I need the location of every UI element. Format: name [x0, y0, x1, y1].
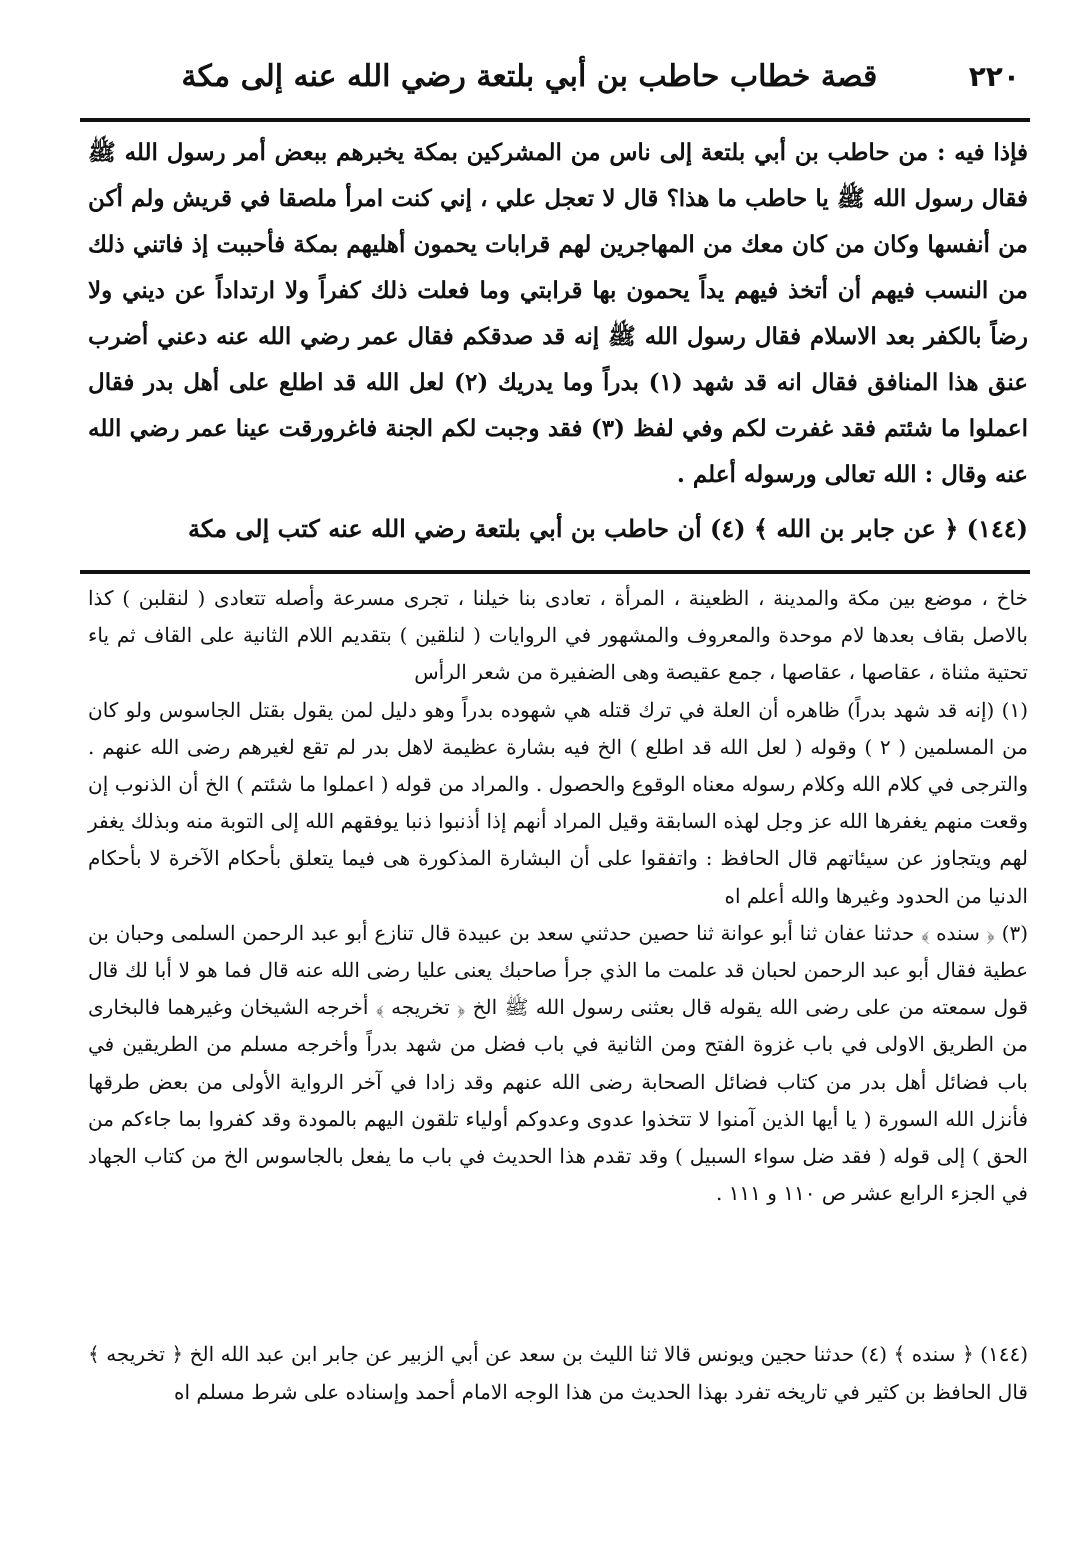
page-header — [90, 48, 1020, 104]
footnote-isnad-takhrij: (٣) ﴿ سنده ﴾ حدثنا عفان ثنا أبو عوانة ثنا حصين حدثني سعد بن عبيدة قال تنازع أبو عبد الرحمن السلمى وحبان بن عطية فقال أبو عبد الرحمن لحبان قد علمت ما الذي جرأ صاحبك يعنى عليا رضى الله عنه قال فما هو لا أبا لك قال قول سمعته من على رضى الله يقوله قال بعثنى رسول الله ﷺ الخ ﴿ تخريجه ﴾ أخرجه الشيخان وغيرهما فالبخارى من الطريق الاولى في باب غزوة الفتح ومن الثانية في باب فضل من شهد بدراً وأخرجه مسلم من الطريقين في باب فضائل أهل بدر من كتاب فضائل الصحابة رضى الله عنهم وقد زادا في آخر الرواية الأولى من بعض طرقها فأنزل الله السورة ( يا أيها الذين آمنوا لا تتخذوا عدوى وعدوكم أولياء تلقون اليهم بالمودة وقد كفروا بما جاءكم من الحق ) إلى قوله ( فقد ضل سواء السبيل ) وقد تقدم هذا الحديث في باب ما يفعل بالجاسوس الخ من كتاب الجهاد في الجزء الرابع عشر ص ١١٠ و ١١١ . — [88, 920, 1029, 1206]
running-title: قصة خطاب حاطب بن أبي بلتعة رضي الله عنه إلى مكة — [181, 58, 878, 94]
footnote-hadith-144: (١٤٤) ﴿ سنده ﴾ (٤) حدثنا حجين ويونس قالا ثنا الليث بن سعد عن أبي الزبير عن جابر ابن عبد الله الخ ﴿ تخريجه ﴾ قال الحافظ بن كثير في تاريخه تفرد بهذا الحديث من هذا الوجه الامام أحمد وإسناده على شرط مسلم اه — [88, 1342, 1028, 1404]
footnote-vocabulary: خاخ ، موضع بين مكة والمدينة ، الظعينة ، المرأة ، تعادى بنا خيلنا ، تجرى مسرعة وأصله تتعادى ( لنقلبن ) كذا بالاصل بقاف بعدها لام موحدة والمعروف والمشهور في الروايات ( لنلقين ) بتقديم اللام الثانية على القاف ثم ياء تحتية مثناة ، عقاصها ، عقاصها ، جمع عقيصة وهى الضفيرة من شعر الرأس — [88, 586, 1028, 685]
footnotes-section — [88, 580, 1028, 1212]
hadith-144-heading: (١٤٤) ﴿ عن جابر بن الله ﴾ (٤) أن حاطب بن أبي بلتعة رضي الله عنه كتب إلى مكة — [187, 514, 1028, 543]
page-number: ٢٢٠ — [968, 59, 1020, 93]
footnote-commentary: (١) (إنه قد شهد بدراً) ظاهره أن العلة في ترك قتله هي شهوده بدراً وهو دليل لمن يقول بقتل الجاسوس ولو كان من المسلمين ( ٢ ) وقوله ( لعل الله قد اطلع ) الخ فيه بشارة عظيمة لاهل بدر لم تقع لغيرهم رضى الله عنهم . والترجى في كلام الله وكلام رسوله معناه الوقوع والحصول . والمراد من قوله ( اعملوا ما شئتم ) الخ أن الذنوب إن وقعت منهم يغفرها الله عز وجل لهذه السابقة وقيل المراد أنهم إذا أذنبوا ذنبا يوفقهم الله إلى التوبة منه وبذلك يغفر لهم ويتجاوز عن سيئاتهم قال الحافظ : واتفقوا على أن البشارة المذكورة هى فيما يتعلق بأحكام الآخرة لا بأحكام الدنيا من الحدود وغيرها والله أعلم اه — [88, 697, 1029, 908]
footnote-divider — [80, 570, 1030, 574]
header-divider — [80, 118, 1030, 122]
main-hadith-text — [88, 130, 1028, 498]
footnotes-section-2 — [88, 1335, 1028, 1411]
main-paragraph: فإذا فيه : من حاطب بن أبي بلتعة إلى ناس من المشركين بمكة يخبرهم ببعض أمر رسول الله ﷺ فقال رسول الله ﷺ يا حاطب ما هذا؟ قال لا تعجل علي ، إني كنت امرأ ملصقا في قريش ولم أكن من أنفسها وكان من كان معك من المهاجرين لهم قرابات يحمون أهليهم بمكة فأحببت إذ فاتني ذلك من النسب فيهم أن أتخذ فيهم يداً يحمون بها قرابتي وما فعلت ذلك كفراً ولا ارتداداً عن ديني ولا رضاً بالكفر بعد الاسلام فقال رسول الله ﷺ إنه قد صدقكم فقال عمر رضي الله عنه دعني أضرب عنق هذا المنافق فقال انه قد شهد (١) بدراً وما يدريك (٢) لعل الله قد اطلع على أهل بدر فقال اعملوا ما شئتم فقد غفرت لكم وفي لفظ (٣) فقد وجبت لكم الجنة فاغرورقت عينا عمر رضي الله عنه وقال : الله تعالى ورسوله أعلم . — [88, 139, 1028, 488]
